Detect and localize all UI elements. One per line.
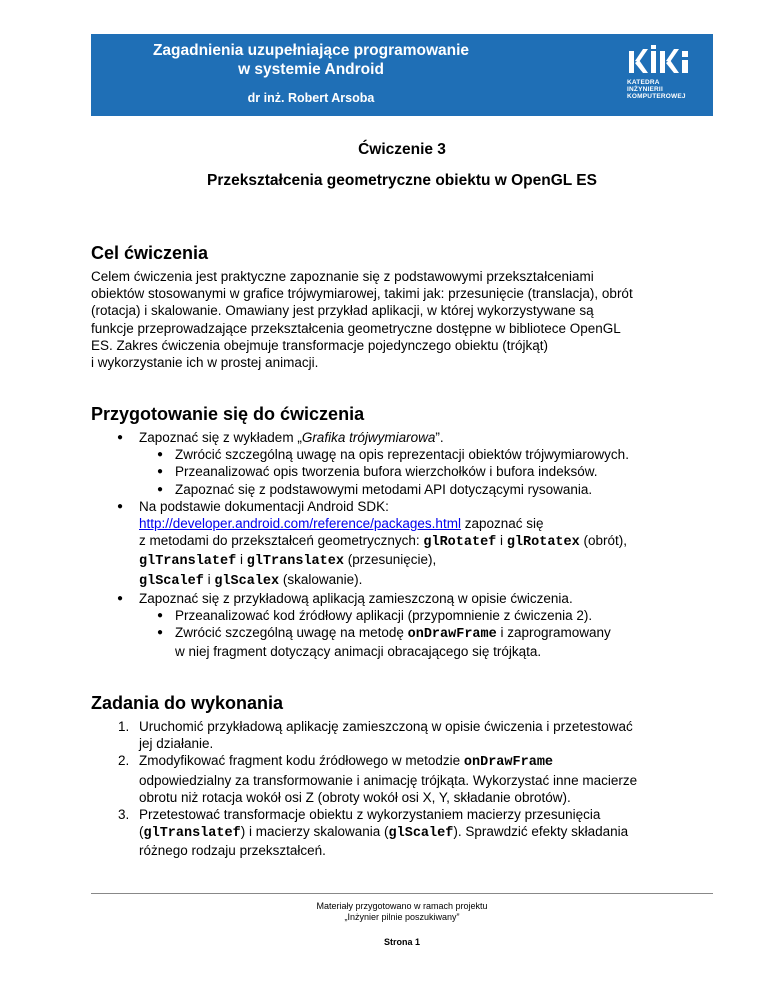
list-item: ● Zwrócić szczególną uwagę na opis reprezentacji obiektów trójwymiarowych. — [157, 447, 629, 463]
goal-line-4: funkcje przeprowadzające przekształcenia geometryczne dostępne w bibliotece OpenGL — [91, 320, 621, 336]
goal-line-1: Celem ćwiczenia jest praktyczne zapoznanie się z podstawowymi przekształceniami — [91, 269, 594, 284]
author-name: dr inż. Robert Arsoba — [247, 91, 375, 105]
course-title-line1: Zagadnienia uzupełniające programowanie — [152, 42, 470, 59]
kik-logo-mark — [627, 45, 691, 77]
list-item-cont: odpowiedzialny za transformowanie i animację trójkąta. Wykorzystać inne macierze — [139, 772, 638, 788]
goal-paragraph — [91, 268, 713, 371]
bullet-icon: ● — [117, 500, 124, 512]
kik-logo — [627, 45, 691, 107]
list-item: ● Na podstawie dokumentacji Android SDK: — [117, 498, 389, 514]
list-item-cont: w niej fragment dotyczący animacji obracającego się trójkąta. — [175, 644, 542, 660]
android-docs-link[interactable]: http://developer.android.com/reference/packages.html — [139, 516, 461, 532]
list-item: ● Zwrócić szczególną uwagę na metodę onDrawFrame i zaprogramowany — [157, 625, 611, 643]
goal-line-6: i wykorzystanie ich w prostej animacji. — [91, 355, 319, 371]
bullet-icon: ● — [117, 432, 124, 443]
list-item: 3. Przetestować transformacje obiektu z wykorzystaniem macierzy przesunięcia — [118, 807, 601, 823]
prep-heading: Przygotowanie się do ćwiczenia — [91, 404, 365, 424]
goal-heading: Cel ćwiczenia — [91, 243, 209, 263]
list-item-cont: glScalef i glScalex (skalowanie). — [139, 571, 363, 589]
footer-note: Materiały przygotowano w ramach projektu „Inżynier pilnie poszukiwany” — [316, 901, 488, 922]
list-item: ● Przeanalizować kod źródłowy aplikacji (przypomnienie z ćwiczenia 2). — [157, 608, 593, 624]
bullet-icon: ● — [157, 449, 164, 461]
header-banner — [91, 34, 713, 116]
course-title — [91, 41, 531, 79]
course-title-line2: w systemie Android — [238, 61, 384, 78]
exercise-title: Przekształcenia geometryczne obiektu w OpenGL ES — [207, 172, 597, 189]
list-item-cont: (glTranslatef) i macierzy skalowania (glScalef). Sprawdzić efekty składania — [139, 824, 629, 842]
tasks-heading: Zadania do wykonania — [91, 693, 284, 713]
list-item: ● Zapoznać się z wykładem „Grafika trójwymiarowa”. — [117, 430, 444, 445]
list-item-cont: różnego rodzaju przekształceń. — [139, 843, 326, 859]
page-number: Strona 1 — [383, 937, 421, 947]
bullet-icon: ● — [117, 592, 124, 604]
goal-line-5: ES. Zakres ćwiczenia obejmuje transformacje pojedynczego obiektu (trójkąt) — [91, 337, 548, 353]
list-item: 1. Uruchomić przykładową aplikację zamieszczoną w opisie ćwiczenia i przetestować — [118, 719, 633, 734]
goal-line-3: (rotacja) i skalowanie. Omawiany jest przykład aplikacji, w której wykorzystywane są — [91, 303, 594, 319]
list-item: 2. Zmodyfikować fragment kodu źródłowego w metodzie onDrawFrame — [118, 753, 554, 771]
bullet-icon: ● — [157, 483, 164, 495]
kik-logo-text: KATEDRA INŻYNIERII KOMPUTEROWEJ — [627, 79, 686, 100]
exercise-number: Ćwiczenie 3 — [358, 141, 446, 158]
list-item-cont: glTranslatef i glTranslatex (przesunięcie), — [139, 552, 437, 570]
prep-list — [91, 429, 713, 661]
list-item-cont: jej działanie. — [139, 736, 214, 752]
list-item: ● Przeanalizować opis tworzenia bufora wierzchołków i bufora indeksów. — [157, 464, 598, 480]
goal-line-2: obiektów stosowanymi w grafice trójwymiarowej, takimi jak: przesunięcie (translacja), obrót — [91, 286, 633, 302]
tasks-list — [91, 718, 713, 860]
list-item-cont: z metodami do przekształceń geometrycznych: glRotatef i glRotatex (obrót), — [139, 533, 627, 551]
bullet-icon: ● — [157, 610, 164, 622]
bullet-icon: ● — [157, 627, 164, 639]
list-item-cont: http://developer.android.com/reference/packages.html zapoznać się — [139, 516, 544, 532]
list-item: ● Zapoznać się z podstawowymi metodami API dotyczącymi rysowania. — [157, 481, 593, 497]
bullet-icon: ● — [157, 466, 164, 478]
list-item: ● Zapoznać się z przykładową aplikacją zamieszczoną w opisie ćwiczenia. — [117, 590, 573, 606]
footer-divider — [91, 893, 713, 894]
list-item-cont: obrotu niż rotacja wokół osi Z (obroty wokół osi X, Y, składanie obrotów). — [139, 789, 571, 805]
